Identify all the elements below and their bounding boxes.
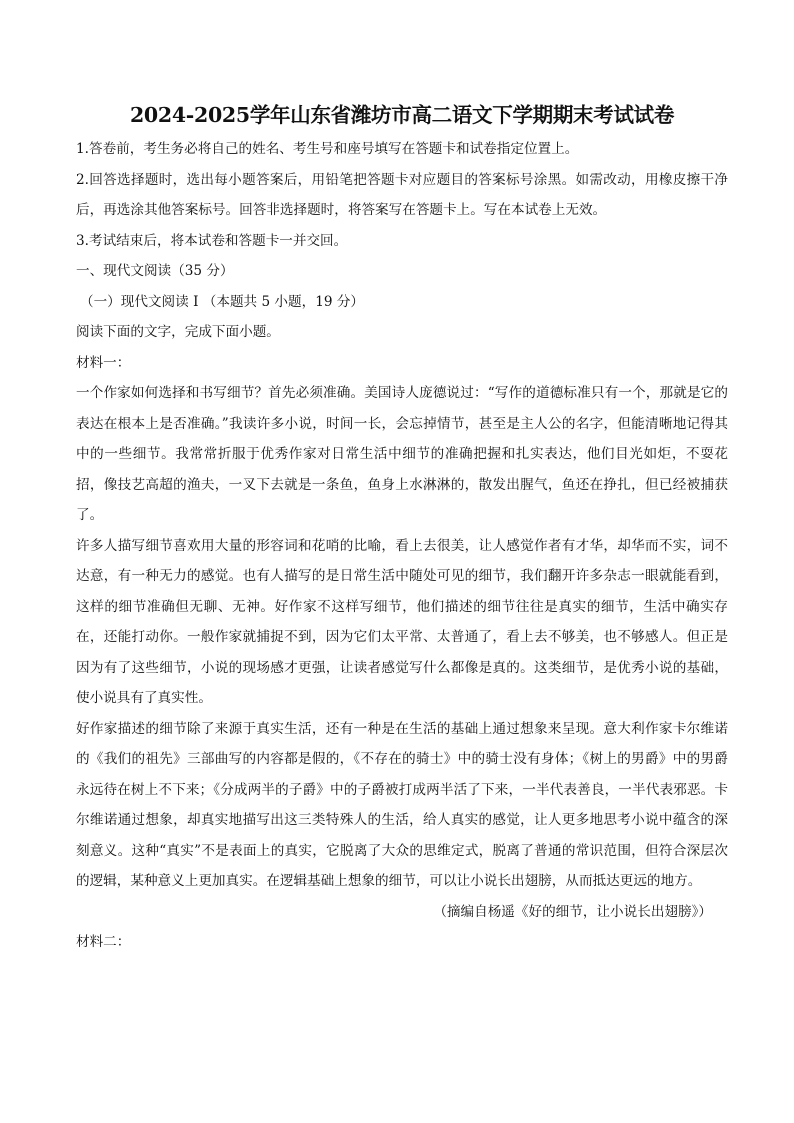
material-one-paragraph-3: 好作家描述的细节除了来源于真实生活，还有一种是在生活的基础上通过想象来呈现。意大利作家卡尔维诺的《我们的祖先》三部曲写的内容都是假的，《不存在的骑士》中的骑士没有身体；《树上的男爵》中的男爵永远待在树上不下来；《分成两半的子爵》中的子爵被打成两半活了下来，一半代表善良，一半代表邪恶。卡尔维诺通过想象，却真实地描写出这三类特殊人的生活，给人真实的感觉，让人更多地思考小说中蕴含的深刻意义。这种“真实”不是表面上的真实，它脱离了大众的思维定式，脱离了普通的常识范围，但符合深层次的逻辑，某种意义上更加真实。在逻辑基础上想象的细节，可以让小说长出翅膀，从而抵达更远的地方。 [76, 720, 728, 889]
instruction-3: 3.考试结束后，将本试卷和答题卡一并交回。 [76, 232, 348, 249]
instruction-2: 2.回答选择题时，选出每小题答案后，用铅笔把答题卡对应题目的答案标号涂黑。如需改动，用橡皮擦干净后，再选涂其他答案标号。回答非选择题时，将答案写在答题卡上。写在本试卷上无效。 [76, 171, 728, 218]
material-one-source: （摘编自杨遥《好的细节，让小说长出翅膀》） [433, 903, 712, 920]
material-one-paragraph-2: 许多人描写细节喜欢用大量的形容词和花哨的比喻，看上去很美，让人感觉作者有才华，却华而不实，词不达意，有一种无力的感觉。也有人描写的是日常生活中随处可见的细节，我们翻开许多杂志一眼就能看到，这样的细节准确但无聊、无神。好作家不这样写细节，他们描述的细节往往是真实的细节，生活中确实存在，还能打动你。一般作家就捕捉不到，因为它们太平常、太普通了，看上去不够美，也不够感人。但正是因为有了这些细节，小说的现场感才更强，让读者感觉写什么都像是真的。这类细节，是优秀小说的基础，使小说具有了真实性。 [76, 537, 728, 706]
reading-directions: 阅读下面的文字，完成下面小题。 [76, 324, 280, 340]
subsection-heading: （一）现代文阅读 I （本题共 5 小题，19 分） [80, 293, 365, 310]
instruction-1: 1.答卷前，考生务必将自己的姓名、考生号和座号填写在答题卡和试卷指定位置上。 [76, 141, 579, 157]
section-heading: 一、现代文阅读（35 分） [76, 263, 234, 279]
material-two-label: 材料二： [76, 934, 131, 950]
page-title: 2024-2025学年山东省潍坊市高二语文下学期期末考试试卷 [129, 103, 675, 127]
exam-page [76, 100, 728, 958]
material-one-label: 材料一： [76, 354, 131, 371]
material-one-paragraph-1: 一个作家如何选择和书写细节？首先必须准确。美国诗人庞德说过：“写作的道德标准只有一个，那就是它的表达在根本上是否准确。”我读许多小说，时间一长，会忘掉情节，甚至是主人公的名字，但能清晰地记得其中的一些细节。我常常折服于优秀作家对日常生活中细节的准确把握和扎实表达，他们目光如炬，不耍花招，像技艺高超的渔夫，一叉下去就是一条鱼，鱼身上水淋淋的，散发出腥气，鱼还在挣扎，但已经被捕获了。 [76, 385, 728, 523]
